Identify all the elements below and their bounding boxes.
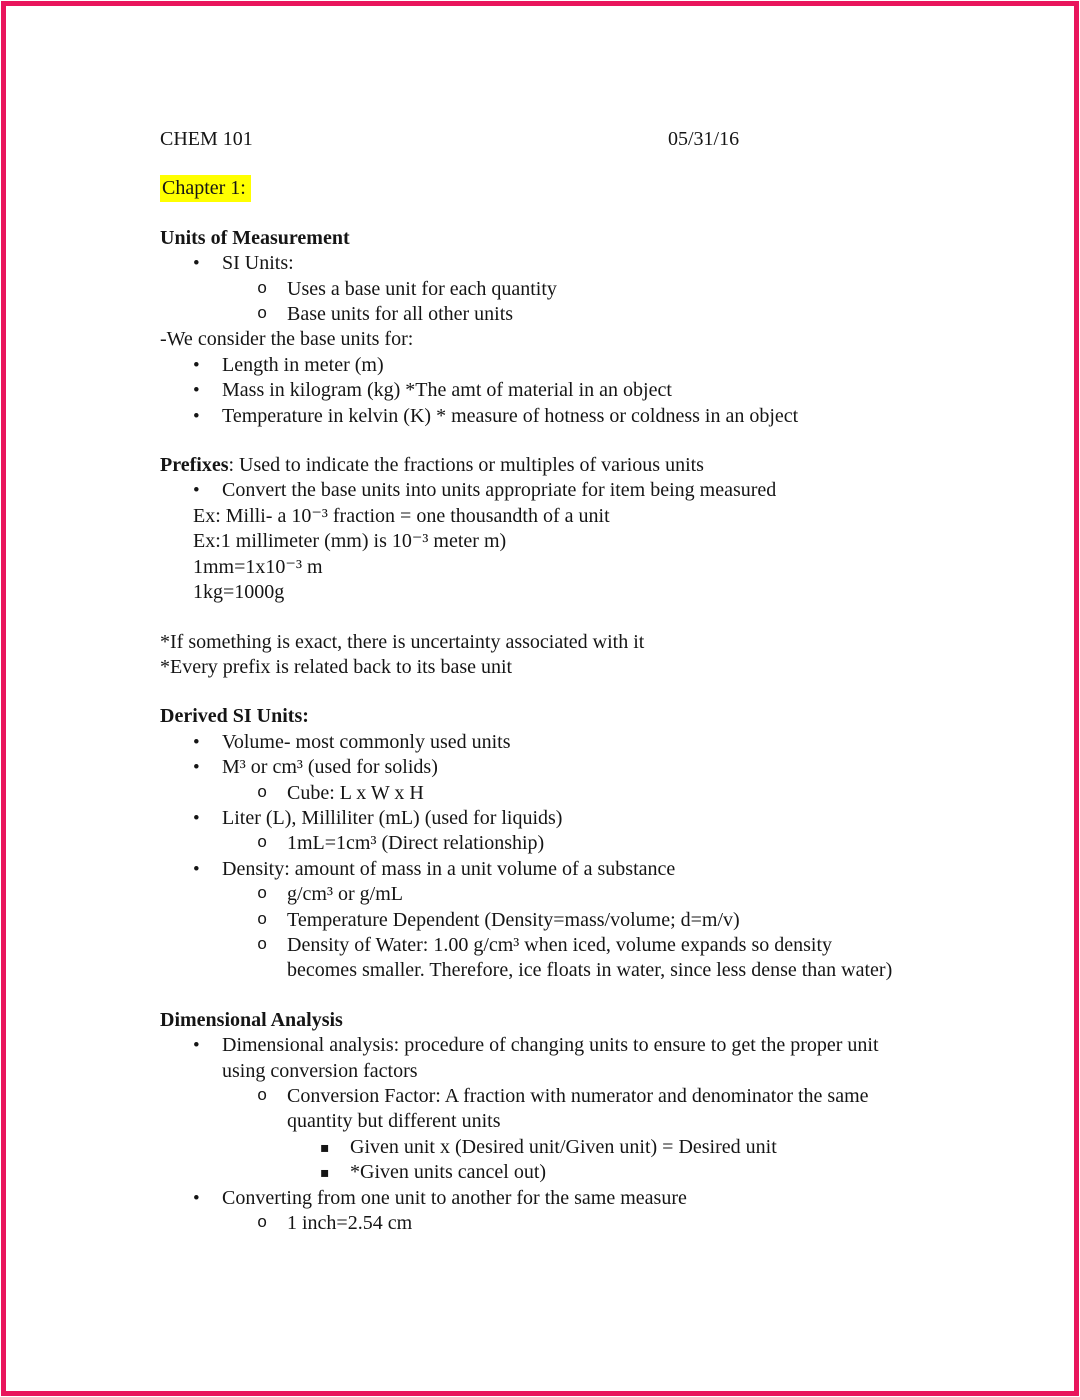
chapter-highlight: Chapter 1: bbox=[160, 175, 251, 202]
bullet-dot-icon: • bbox=[193, 1035, 200, 1057]
list-item bbox=[160, 882, 905, 907]
example-line: Ex:1 millimeter (mm) is 10⁻³ meter m) bbox=[193, 530, 507, 553]
list-item bbox=[160, 908, 905, 933]
list-item-text: Liter (L), Milliliter (mL) (used for liquids) bbox=[222, 806, 563, 829]
list-item bbox=[160, 1033, 905, 1084]
list-item bbox=[160, 933, 905, 984]
bullet-square-icon: ▪ bbox=[320, 1139, 330, 1156]
list-item-text: Convert the base units into units appropriate for item being measured bbox=[222, 479, 777, 502]
list-item bbox=[160, 302, 905, 327]
list-item bbox=[160, 353, 905, 378]
list-item bbox=[160, 1211, 905, 1236]
list-item bbox=[160, 404, 905, 429]
list-item-text: 1mL=1cm³ (Direct relationship) bbox=[287, 832, 545, 855]
list-item bbox=[160, 251, 905, 276]
bullet-dot-icon: • bbox=[193, 757, 200, 779]
list-item bbox=[160, 1084, 905, 1135]
bullet-dot-icon: • bbox=[193, 480, 200, 502]
bullet-circle-icon: o bbox=[257, 935, 268, 955]
list-item-text: SI Units: bbox=[222, 252, 294, 275]
list-item-text: Temperature Dependent (Density=mass/volume; d=m/v) bbox=[287, 908, 740, 931]
course-code: CHEM 101 bbox=[160, 128, 253, 150]
bullet-square-icon: ▪ bbox=[320, 1165, 330, 1182]
list-item bbox=[160, 755, 905, 780]
example-line: 1mm=1x10⁻³ m bbox=[193, 555, 323, 578]
document-header bbox=[160, 127, 905, 152]
list-item-text: g/cm³ or g/mL bbox=[287, 883, 403, 906]
section-heading-units: Units of Measurement bbox=[160, 226, 350, 249]
section-heading-dimensional: Dimensional Analysis bbox=[160, 1008, 343, 1031]
list-item bbox=[160, 1186, 905, 1211]
section-heading-derived: Derived SI Units: bbox=[160, 705, 309, 728]
bullet-circle-icon: o bbox=[257, 1214, 268, 1234]
list-item bbox=[160, 857, 905, 882]
bullet-circle-icon: o bbox=[257, 279, 268, 299]
bullet-dot-icon: • bbox=[193, 731, 200, 753]
list-item-text: Mass in kilogram (kg) *The amt of material in an object bbox=[222, 379, 672, 402]
list-item-text: Conversion Factor: A fraction with numerator and denominator the same quantity but different units bbox=[287, 1085, 869, 1133]
list-item bbox=[160, 478, 905, 503]
bullet-circle-icon: o bbox=[257, 910, 268, 930]
bullet-dot-icon: • bbox=[193, 253, 200, 275]
list-item-text: Given unit x (Desired unit/Given unit) = Desired unit bbox=[350, 1135, 777, 1158]
term: Prefixes bbox=[160, 454, 229, 477]
bullet-dot-icon: • bbox=[193, 405, 200, 427]
term-definition: : Used to indicate the fractions or multiples of various units bbox=[228, 454, 704, 477]
list-item bbox=[160, 781, 905, 806]
bullet-dot-icon: • bbox=[193, 380, 200, 402]
list-item bbox=[160, 806, 905, 831]
list-item-text: Length in meter (m) bbox=[222, 353, 384, 376]
list-item bbox=[160, 378, 905, 403]
list-item bbox=[160, 277, 905, 302]
list-item bbox=[160, 730, 905, 755]
bullet-dot-icon: • bbox=[193, 858, 200, 880]
note-line: *Every prefix is related back to its base unit bbox=[160, 655, 513, 678]
list-item bbox=[160, 1135, 905, 1160]
list-item-text: Cube: L x W x H bbox=[287, 781, 424, 804]
prefixes-definition-line bbox=[160, 453, 905, 478]
list-item-text: Density: amount of mass in a unit volume of a substance bbox=[222, 857, 676, 880]
bullet-dot-icon: • bbox=[193, 807, 200, 829]
chapter-title bbox=[160, 176, 905, 201]
bullet-circle-icon: o bbox=[257, 305, 268, 325]
bullet-circle-icon: o bbox=[257, 834, 268, 854]
bullet-circle-icon: o bbox=[257, 1087, 268, 1106]
list-item-text: Density of Water: 1.00 g/cm³ when iced, volume expands so density becomes smaller. Therefore, ice floats in water, since less dense than water) bbox=[287, 933, 893, 982]
list-item-text: M³ or cm³ (used for solids) bbox=[222, 756, 438, 779]
bullet-circle-icon: o bbox=[257, 885, 268, 905]
list-item-text: Uses a base unit for each quantity bbox=[287, 277, 557, 300]
list-item bbox=[160, 831, 905, 856]
list-item-text: Temperature in kelvin (K) * measure of hotness or coldness in an object bbox=[222, 404, 799, 427]
list-item-text: Dimensional analysis: procedure of changing units to ensure to get the proper unit using conversion factors bbox=[222, 1034, 879, 1082]
example-line: Ex: Milli- a 10⁻³ fraction = one thousandth of a unit bbox=[193, 504, 610, 527]
note-line: *If something is exact, there is uncertainty associated with it bbox=[160, 630, 645, 653]
date: 05/31/16 bbox=[668, 128, 740, 150]
list-item-text: Volume- most commonly used units bbox=[222, 730, 511, 753]
list-item bbox=[160, 1160, 905, 1185]
bullet-dot-icon: • bbox=[193, 1187, 200, 1209]
bullet-circle-icon: o bbox=[257, 783, 268, 803]
paragraph: -We consider the base units for: bbox=[160, 328, 414, 351]
list-item-text: Base units for all other units bbox=[287, 303, 514, 326]
example-line: 1kg=1000g bbox=[193, 581, 285, 604]
bullet-dot-icon: • bbox=[193, 354, 200, 376]
list-item-text: 1 inch=2.54 cm bbox=[287, 1212, 413, 1235]
list-item-text: Converting from one unit to another for the same measure bbox=[222, 1186, 687, 1209]
list-item-text: *Given units cancel out) bbox=[350, 1161, 547, 1184]
